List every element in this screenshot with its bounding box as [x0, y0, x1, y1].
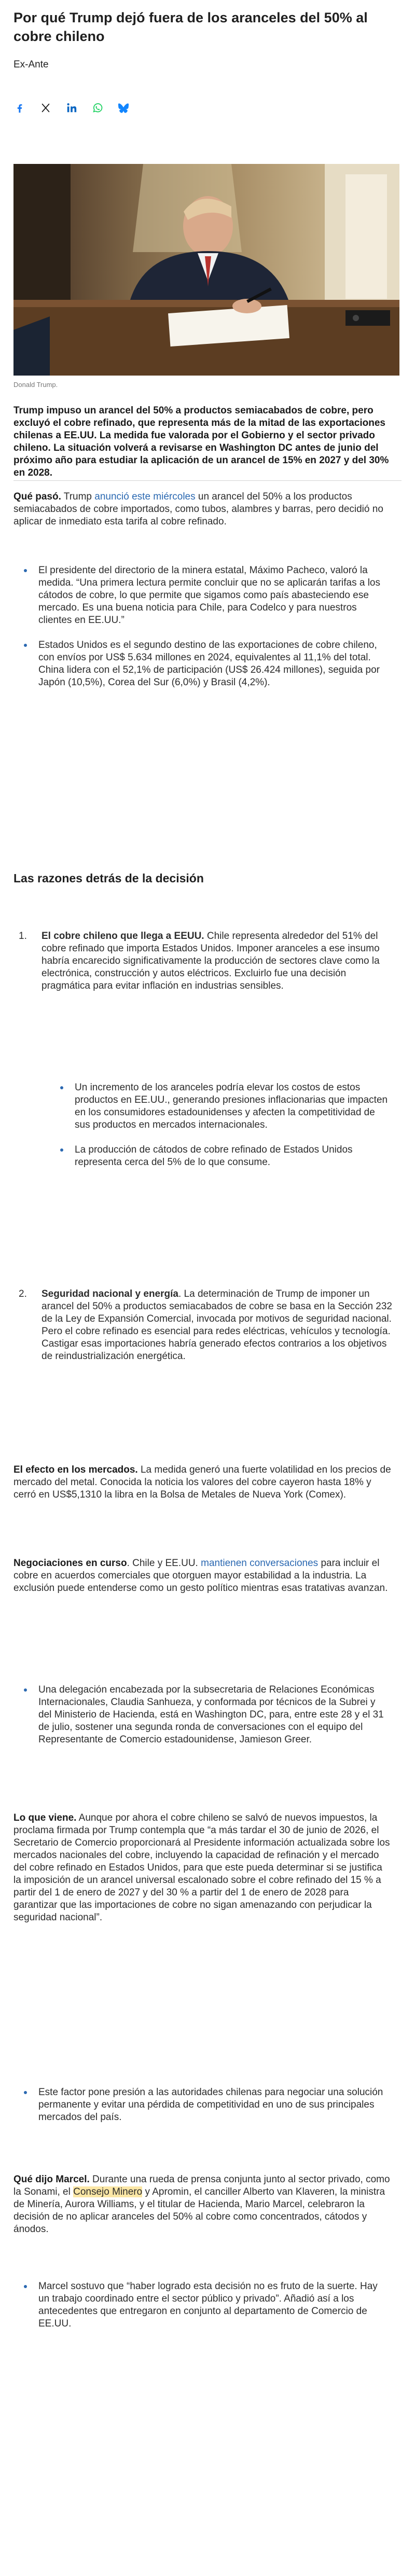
list-item: Un incremento de los aranceles podría elevar los costos de estos productos en EE.UU., generando presiones inflacionarias que impacten en los consumidores estadounidenses y afecten la competitividad de sus productos en mercados internacionales. [60, 1082, 392, 1131]
list-item: Una delegación encabezada por la subsecretaria de Relaciones Económicas Internacionales, Claudia Sanhueza, y conformada por técnicos de la Subrei y del Ministerio de Hacienda, está en Washington DC, para, entre este 28 y el 31 de julio, sostener una segunda ronda de conversaciones con el equipo del Representante de Comercio estadounidense, Jamieson Greer. [24, 1684, 387, 1746]
link-anuncio[interactable]: anunció este miércoles [94, 491, 196, 502]
list-number: 1. [19, 931, 27, 941]
paragraph-label: Lo que viene. [13, 1812, 77, 1823]
reason-body: . La determinación de Trump de imponer un arancel del 50% a productos semiacabados de cobre se basa en la Sección 232 de la Ley de Expansión Comercial, invocada por motivos de seguridad nacional. Pero el cobre refinado es esencial para redes eléctricas, vehículos y tecnología. Castigar esas importaciones habría generado efectos contrarios a los objetivos de reindustrialización energética. [42, 1289, 392, 1362]
reason-label: El cobre chileno que llega a EEUU. [42, 931, 204, 941]
paragraph-text: Trump [63, 491, 92, 502]
article-title: Por qué Trump dejó fuera de los aranceles del 50% al cobre chileno [13, 10, 368, 44]
bullet-list-1 [24, 564, 387, 689]
highlighted-text: Consejo Minero [73, 2186, 143, 2197]
paragraph-label: El efecto en los mercados. [13, 1464, 138, 1475]
paragraph-text: La medida generó una fuerte volatilidad en los precios de mercado del metal. Conocida la noticia los valores del cobre cayeron hasta 18% y cerró en US$5,1310 la libra en la Bolsa de Metales de Nueva York (Comex). [13, 1464, 391, 1500]
paragraph-text: un arancel del 50% a los productos semiacabados de cobre importados, como tubos, alambres y barras, pero decidió no aplicar de inmediato esta tarifa al cobre refinado. [13, 491, 383, 527]
list-item: La producción de cátodos de cobre refinado de Estados Unidos representa cerca del 5% de lo que consume. [60, 1144, 392, 1169]
paragraph-text: Aunque por ahora el cobre chileno se salvó de nuevos impuestos, la proclama firmada por Trump contempla que “a más tardar el 30 de junio de 2026, el Secretario de Comercio proporcionará al Presidente información actualizada sobre los mercados nacionales del cobre, incluyendo la capacidad de refinación y el mercado del cobre refinado en Estados Unidos, para que este pueda determinar si se justifica la imposición de un arancel universal escalonado sobre el cobre refinado del 15 % a partir del 1 de enero de 2027 y del 30 % a partir del 1 de enero de 2028 para garantizar que las importaciones de cobre no sigan amenazando con perjudicar la seguridad nacional”. [13, 1812, 390, 1923]
paragraph-que-paso [13, 491, 392, 528]
paragraph-text: . Chile y EE.UU. [127, 1558, 198, 1569]
x-icon[interactable] [39, 102, 52, 114]
reason-body: Chile representa alrededor del 51% del cobre refinado que importa Estados Unidos. Imponer aranceles a ese insumo habría encarecido significativamente la producción de sectores clave como la electrónica, construcción y autos eléctricos. Excluirlo fue una decisión pragmática para evitar inflación en industrias sensibles. [42, 931, 380, 991]
paragraph-text: y Apromin, el canciller Alberto van Klaveren, la ministra de Minería, Aurora Williams, y el titular de Hacienda, Mario Marcel, celebraron la decisión de no aplicar aranceles del 50% al cobre como concentrados, cátodos y ánodos. [13, 2186, 385, 2235]
link-conversaciones[interactable]: mantienen conversaciones [201, 1558, 319, 1569]
list-item: Estados Unidos es el segundo destino de las exportaciones de cobre chileno, con envíos por US$ 5.634 millones en 2024, equivalentes al 11,1% del total. China lidera con el 52,1% de participación (US$ 26.424 millones), seguida por Japón (10,5%), Corea del Sur (6,0%) y Brasil (4,2%). [24, 639, 387, 689]
paragraph-mercados [13, 1464, 392, 1501]
share-bar [13, 102, 130, 114]
paragraph-lo-que-viene [13, 1812, 392, 1924]
list-number: 2. [19, 1289, 27, 1299]
whatsapp-icon[interactable] [91, 102, 104, 114]
article-author: Ex-Ante [13, 59, 49, 70]
bullet-list-lo-que-viene [24, 2086, 387, 2124]
paragraph-text: para incluir el cobre en acuerdos comerciales que otorguen mayor estabilidad a la industria. La exclusión puede entenderse como un gesto político mientras esas tratativas avanzan. [13, 1558, 388, 1594]
linkedin-icon[interactable] [65, 102, 78, 114]
bullet-list-marcel [24, 2280, 387, 2330]
paragraph-text: Durante una rueda de prensa conjunta junto al sector privado, como la Sonami, el [13, 2174, 390, 2197]
reason-label: Seguridad nacional y energía [42, 1289, 178, 1299]
list-item: Este factor pone presión a las autoridades chilenas para negociar una solución permanente y evitar una pérdida de competitividad en uno de sus principales mercados del país. [24, 2086, 387, 2124]
article-hero-image [13, 164, 399, 376]
list-item: El presidente del directorio de la minera estatal, Máximo Pacheco, valoró la medida. “Una primera lectura permite concluir que no se aplicarán tarifas a los cátodos de cobre, lo que permite que sigamos como país abasteciendo ese mercado. Es una buena noticia para Chile, para Codelco y para nuestros clientes en EE.UU.” [24, 564, 387, 627]
reason-1-bullets [60, 1082, 392, 1169]
lede-divider [13, 480, 402, 481]
bullet-list-negociaciones [24, 1684, 387, 1746]
facebook-icon[interactable] [13, 102, 26, 114]
article-lede: Trump impuso un arancel del 50% a productos semiacabados de cobre, pero excluyó el cobre refinado, que representa más de la mitad de las exportaciones chilenas a EE.UU. La medida fue valorada por el Gobierno y el sector privado chileno. La situación volverá a revisarse en Washington DC antes de junio del próximo año para estudiar la aplicación de un arancel de 15% en 2027 y del 30% en 2028. [13, 405, 389, 478]
section-title: Las razones detrás de la decisión [13, 871, 204, 885]
reason-1-text [42, 930, 392, 992]
paragraph-label: Qué dijo Marcel. [13, 2174, 90, 2185]
paragraph-label: Qué pasó. [13, 491, 61, 502]
image-credit: Donald Trump. [13, 381, 58, 389]
paragraph-negociaciones [13, 1557, 392, 1595]
list-item: Marcel sostuvo que “haber logrado esta decisión no es fruto de la suerte. Hay un trabajo coordinado entre el sector público y privado”. Añadió así a los antecedentes que entregaron en conjunto al departamento de Comercio de EE.UU. [24, 2280, 387, 2330]
paragraph-marcel [13, 2173, 392, 2236]
reason-2-text [42, 1288, 392, 1363]
bluesky-icon[interactable] [117, 102, 130, 114]
paragraph-label: Negociaciones en curso [13, 1558, 127, 1569]
